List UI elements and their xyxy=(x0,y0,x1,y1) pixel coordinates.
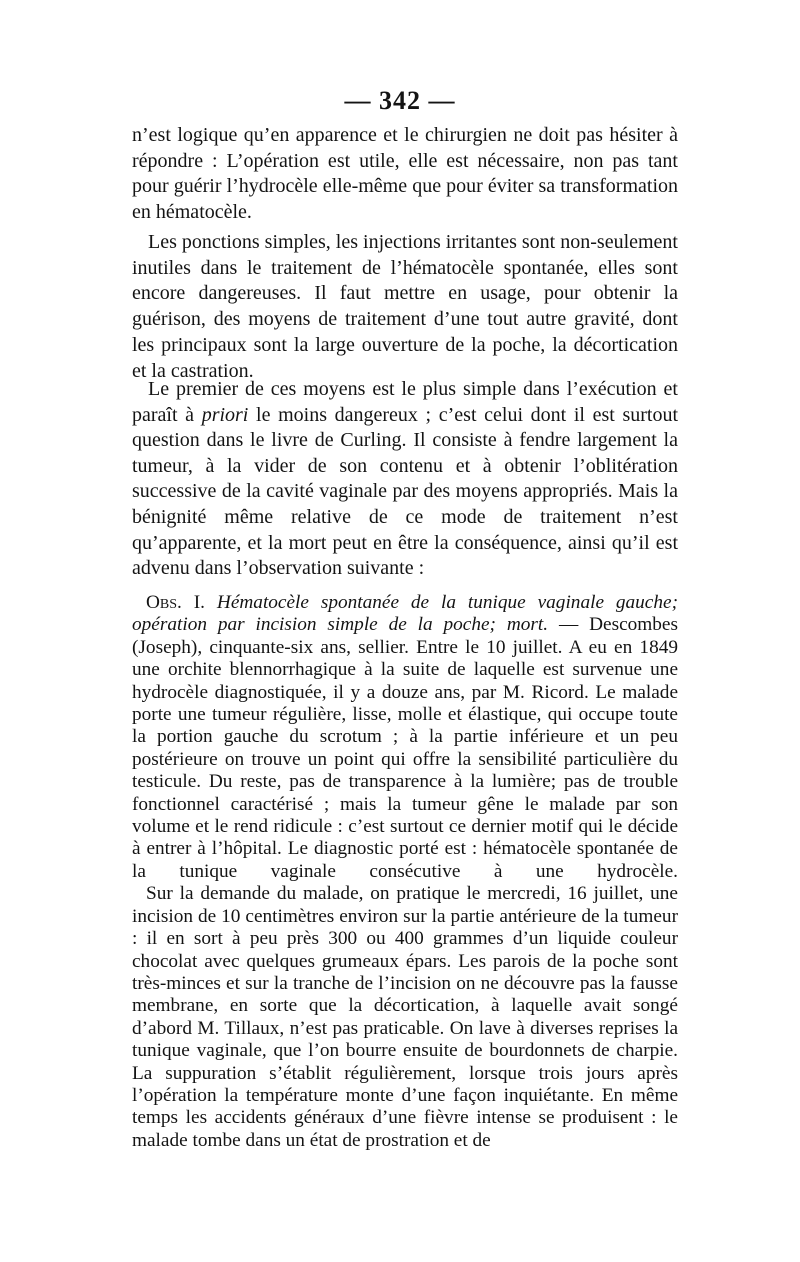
observation-body: — Descombes (Joseph), cinquante-six ans, sellier. Entre le 10 juillet. A eu en 1849 une orchite blennorrhagique à la suite de laquelle est survenue une hydrocèle diagnostiquée, il y a douze ans, par M. Ricord. Le malade porte une tumeur régulière, lisse, molle et élastique, qui occupe toute la portion gauche du scrotum ; à la partie inférieure et un peu postérieure on trouve un point qui offre la sensibilité particulière du testicule. Du reste, pas de transparence à la lumière; pas de trouble fonctionnel caractérisé ; mais la tumeur gêne le malade par son volume et le rend ridicule : c’est surtout ce dernier motif qui le décide à entrer à l’hôpital. Le diagnostic porté est : hématocèle spontanée de la tunique vaginale consécutive à une hydrocèle. xyxy=(132,614,678,882)
paragraph-2: Les ponctions simples, les injections irritantes sont non-seulement inutiles dans le traitement de l’hématocèle spontanée, elles sont encore dangereuses. Il faut mettre en usage, pour obtenir la guérison, des moyens de traitement d’une tout autre gravité, dont les principaux sont la large ouverture de la poche, la décortication et la castration. xyxy=(132,231,678,382)
paragraph-3-italic: priori xyxy=(201,403,249,426)
paragraph-3-text-after: le moins dangereux ; c’est celui dont il est surtout question dans le livre de Curling. Il consiste à fendre largement la tumeur, à la vider de son contenu et à obtenir l’oblitération successive de la cavité vaginale par des moyens appropriés. Mais la bénignité même relative de ce mode de traitement n’est qu’apparente, et la mort peut en être la conséquence, ainsi qu’il est advenu dans l’observation suivante : xyxy=(132,403,678,580)
text-block-1 xyxy=(132,123,678,225)
paragraph-1: n’est logique qu’en apparence et le chirurgien ne doit pas hésiter à répondre : L’opération est utile, elle est nécessaire, non pas tant pour guérir l’hydrocèle elle-même que pour éviter sa transformation en hématocèle. xyxy=(132,124,678,223)
text-block-2 xyxy=(132,230,678,384)
observation-continuation: Sur la demande du malade, on pratique le mercredi, 16 juillet, une incision de 10 centimètres environ sur la partie antérieure de la tumeur : il en sort à peu près 300 ou 400 grammes d’un liquide couleur chocolat avec quelques grumeaux épars. Les parois de la poche sont très-minces et sur la tranche de l’incision on ne découvre pas la fausse membrane, en sorte que la décortication, à laquelle avait songé d’abord M. Tillaux, n’est pas praticable. On lave à diverses reprises la tunique vaginale, que l’on bourre ensuite de bourdonnets de charpie. La suppuration s’établit régulièrement, lorsque trois jours après l’opération la température monte d’une façon inquiétante. En même temps les accidents généraux d’une fièvre intense se produisent : le malade tombe dans un état de prostration et de xyxy=(132,883,678,1151)
observation-lead xyxy=(132,592,678,883)
page-number: — 342 — xyxy=(344,86,456,115)
observation-label: Obs. I. xyxy=(146,592,205,613)
paragraph-3 xyxy=(132,377,678,582)
paragraph-3-text-before: Le premier de ces moyens est le plus simple dans l’exécution et paraît à xyxy=(132,378,678,426)
observation-block xyxy=(132,592,678,1152)
text-block-3 xyxy=(132,377,678,582)
observation-title: Hématocèle spontanée de la tunique vaginale gauche; opération par incision simple de la poche; mort. xyxy=(132,592,678,636)
